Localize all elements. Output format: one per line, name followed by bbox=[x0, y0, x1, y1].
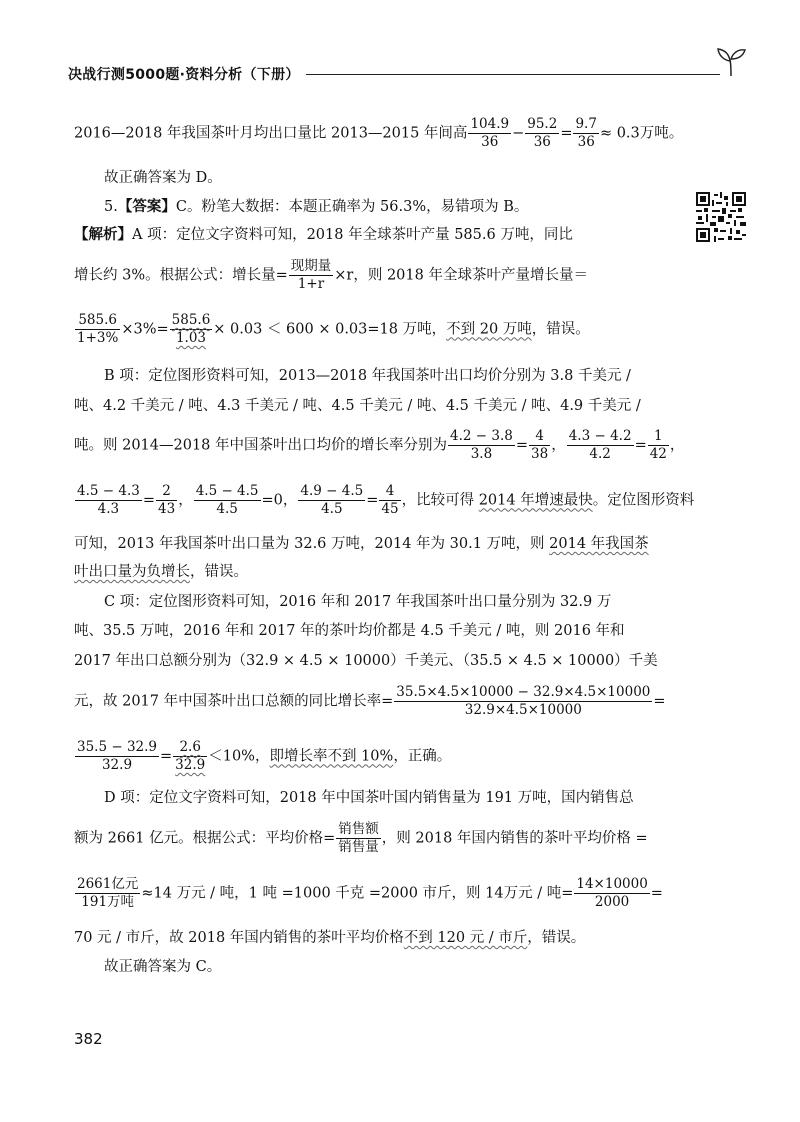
line-13: C 项：定位图形资料可知，2016 年和 2017 年我国茶叶出口量分别为 32.9 万 bbox=[104, 594, 612, 610]
line-22: 故正确答案为 C。 bbox=[104, 959, 222, 975]
line-15: 2017 年出口总额分别为（32.9 × 4.5 × 10000）千美元、（35.5 × 4.5 × 10000）千美 bbox=[74, 653, 658, 669]
key-point: 2014 年我国茶 bbox=[549, 536, 649, 552]
line-2: 故正确答案为 D。 bbox=[104, 170, 222, 186]
fraction: $\frac{2.6}{32.9}$ bbox=[175, 739, 206, 773]
fraction: $\frac{4}{38}$ bbox=[531, 428, 549, 462]
fraction: $\frac{4.5 - 4.3}{4.3}$ bbox=[77, 483, 140, 517]
line-21: 70 元 / 市斤，故 2018 年国内销售的茶叶平均价格不到 120 元 / 市斤，错误。 bbox=[74, 930, 586, 946]
line-5: 增长约 3%。根据公式：增长量= $\frac{\text{现期量}}{1+r}$ ×r，则 2018 年全球茶叶产量增长量＝ bbox=[74, 258, 588, 292]
line-9: 吨。则 2014—2018 年中国茶叶出口均价的增长率分别为 $\frac{4.2 - 3.8}{3.8}$ = $\frac{4}{38}$ ， $\frac{4.3 - 4.2}{4.2}$ = $\frac{1}{42}$ ， bbox=[74, 428, 685, 462]
answer-label: 【答案】 bbox=[117, 198, 176, 215]
fraction: $\frac{4.3 - 4.2}{4.2}$ bbox=[568, 428, 632, 462]
key-point: 不到 20 万吨 bbox=[446, 321, 532, 338]
fraction: $\frac{\text{现期量}}{1+r}$ bbox=[290, 258, 332, 292]
line-6: $\frac{585.6}{1+3\%}$ ×3%= $\frac{585.6}{1.03}$ × 0.03 ＜ 600 × 0.03=18 万吨，不到 20 万吨，错误。 bbox=[77, 312, 590, 346]
line-1: 2016—2018 年我国茶叶月均出口量比 2013—2015 年间高 $\frac{104.9}{36}$ − $\frac{95.2}{36}$ = $\frac{9.7}{36}$ ≈ 0.3万吨。 bbox=[74, 116, 684, 150]
line-12: 叶出口量为负增长，错误。 bbox=[74, 564, 248, 580]
line-7: B 项：定位图形资料可知，2013—2018 年我国茶叶出口均价分别为 3.8 千美元 / bbox=[104, 368, 631, 384]
page-header bbox=[68, 60, 748, 90]
fraction: $\frac{4.2 - 3.8}{3.8}$ bbox=[450, 428, 513, 462]
line-17: $\frac{35.5 - 32.9}{32.9}$ = $\frac{2.6}{32.9}$ ＜10%，即增长率不到 10%，正确。 bbox=[77, 739, 452, 773]
fraction: $\frac{95.2}{36}$ bbox=[527, 116, 558, 150]
fraction: $\frac{4.9 - 4.5}{4.5}$ bbox=[300, 483, 364, 517]
line-4: 【解析】A 项：定位文字资料可知，2018 年全球茶叶产量 585.6 万吨，同比 bbox=[74, 226, 573, 243]
fraction: $\frac{4.5 - 4.5}{4.5}$ bbox=[195, 483, 259, 517]
header-title: 决战行测5000题·资料分析（下册） bbox=[68, 67, 300, 83]
key-point: 即增长率不到 10% bbox=[269, 748, 394, 765]
fraction: $\frac{1}{42}$ bbox=[649, 428, 667, 462]
fraction: $\frac{4}{45}$ bbox=[381, 483, 399, 517]
line-20: $\frac{\text{2661亿元}}{\text{191万吨}}$ ≈14 万元 / 吨，1 吨 =1000 千克 =2000 市斤，则 14万元 / 吨= $\frac{14\times 10000}{2000}$ = bbox=[77, 876, 663, 910]
fraction: $\frac{\text{销售额}}{\text{销售量}}$ bbox=[338, 821, 379, 855]
line-10: $\frac{4.5 - 4.3}{4.3}$ = $\frac{2}{43}$ ， $\frac{4.5 - 4.5}{4.5}$ =0， $\frac{4.9 - 4.5}{4.5}$ = $\frac{4}{45}$ ，比较可得 2014 年增速最快。定位图形资料 bbox=[77, 483, 695, 517]
line-8: 吨、4.2 千美元 / 吨、4.3 千美元 / 吨、4.5 千美元 / 吨、4.5 千美元 / 吨、4.9 千美元 / bbox=[74, 398, 641, 414]
key-point: 叶出口量为负增长 bbox=[74, 564, 190, 580]
sprout-icon bbox=[714, 44, 748, 78]
key-point: 2014 年增速最快 bbox=[478, 492, 593, 509]
fraction: $\frac{585.6}{1.03}$ bbox=[171, 312, 211, 346]
analysis-label: 【解析】 bbox=[74, 226, 132, 243]
fraction: $\frac{104.9}{36}$ bbox=[470, 116, 510, 150]
fraction: $\frac{35.5 - 32.9}{32.9}$ bbox=[77, 739, 158, 773]
line-11: 可知，2013 年我国茶叶出口量为 32.6 万吨，2014 年为 30.1 万吨，则 2014 年我国茶 bbox=[74, 536, 649, 552]
key-point: 不到 120 元 / 市斤 bbox=[403, 930, 528, 946]
line-14: 吨、35.5 万吨，2016 年和 2017 年的茶叶均价都是 4.5 千美元 / 吨，则 2016 年和 bbox=[74, 623, 625, 639]
fraction: $\frac{585.6}{1+3\%}$ bbox=[77, 312, 119, 346]
page-number: 382 bbox=[74, 1030, 103, 1048]
line-16: 元，故 2017 年中国茶叶出口总额的同比增长率= $\frac{35.5\times 4.5\times 10000 - 32.9\times 4.5\times 10000}{32.9\times 4.5\times 10000}$ = bbox=[74, 684, 666, 718]
header-rule bbox=[306, 74, 720, 75]
qr-code-icon bbox=[696, 192, 746, 242]
line-18: D 项：定位文字资料可知，2018 年中国茶叶国内销售量为 191 万吨，国内销售总 bbox=[104, 790, 634, 806]
fraction: $\frac{9.7}{36}$ bbox=[575, 116, 597, 150]
fraction: $\frac{35.5\times 4.5\times 10000 - 32.9\times 4.5\times 10000}{32.9\times 4.5\times 10000}$ bbox=[396, 684, 651, 718]
fraction: $\frac{14\times 10000}{2000}$ bbox=[576, 876, 648, 910]
question-5-answer: 5.【答案】C。粉笔大数据：本题正确率为 56.3%，易错项为 B。 bbox=[104, 198, 529, 215]
fraction: $\frac{\text{2661亿元}}{\text{191万吨}}$ bbox=[77, 876, 139, 910]
fraction: $\frac{2}{43}$ bbox=[158, 483, 176, 517]
line-19: 额为 2661 亿元。根据公式：平均价格= $\frac{\text{销售额}}{\text{销售量}}$ ，则 2018 年国内销售的茶叶平均价格 = bbox=[74, 821, 648, 855]
